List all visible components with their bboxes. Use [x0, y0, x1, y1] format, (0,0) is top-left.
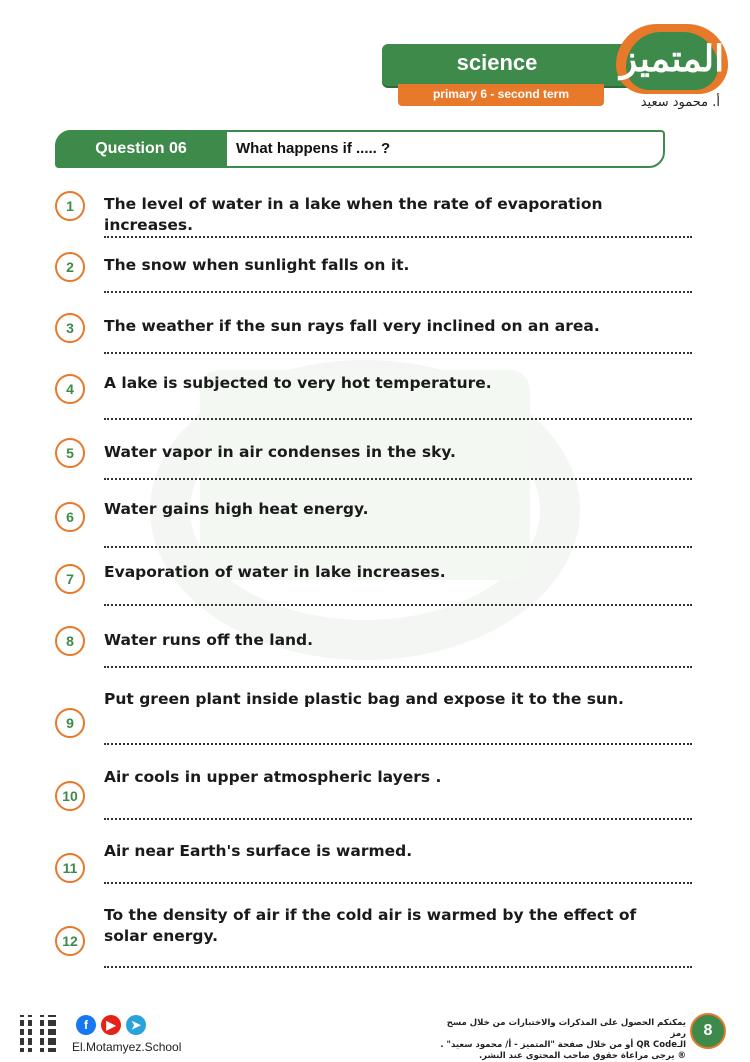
question-label: Question 06 [55, 130, 227, 168]
item-text: The level of water in a lake when the rate of evaporation increases. [104, 195, 603, 234]
school-name: El.Motamyez.School [72, 1040, 182, 1054]
logo: المتميز [604, 22, 734, 118]
telegram-icon[interactable]: ➤ [126, 1015, 146, 1035]
answer-line[interactable] [104, 818, 692, 820]
question-prompt: What happens if ..... ? [236, 140, 391, 157]
item-number: 10 [55, 781, 85, 811]
facebook-icon[interactable]: f [76, 1015, 96, 1035]
item-text: Air cools in upper atmospheric layers . [104, 768, 442, 786]
answer-line[interactable] [104, 291, 692, 293]
item-number: 11 [55, 853, 85, 883]
subject-title: science [456, 50, 538, 75]
teacher-name: أ. محمود سعيد [640, 95, 720, 110]
item-text: A lake is subjected to very hot temperature. [104, 374, 492, 392]
item-number: 7 [55, 564, 85, 594]
item-text: Water vapor in air condenses in the sky. [104, 443, 456, 461]
item-number: 6 [55, 502, 85, 532]
item-number: 12 [55, 926, 85, 956]
item-number: 3 [55, 313, 85, 343]
item-text: Water gains high heat energy. [104, 500, 369, 518]
item-text: The snow when sunlight falls on it. [104, 256, 410, 274]
item-number: 2 [55, 252, 85, 282]
answer-line[interactable] [104, 666, 692, 668]
answer-line[interactable] [104, 604, 692, 606]
item-text: To the density of air if the cold air is warmed by the effect of solar energy. [104, 906, 637, 945]
answer-line[interactable] [104, 478, 692, 480]
grade-term: primary 6 - second term [432, 87, 570, 101]
item-text: Evaporation of water in lake increases. [104, 563, 446, 581]
item-text: Put green plant inside plastic bag and expose it to the sun. [104, 690, 624, 708]
item-number: 5 [55, 438, 85, 468]
item-number: 4 [55, 374, 85, 404]
answer-line[interactable] [104, 236, 692, 238]
item-number: 1 [55, 191, 85, 221]
item-text: Water runs off the land. [104, 631, 314, 649]
answer-line[interactable] [104, 546, 692, 548]
item-number: 8 [55, 626, 85, 656]
item-text: Air near Earth's surface is warmed. [104, 842, 413, 860]
item-number: 9 [55, 708, 85, 738]
answer-line[interactable] [104, 966, 692, 968]
footer-note: يمكنكم الحصول على المذكرات والاختبارات من خلال مسح رمز الـQR Code أو من خلال صفحة "المتميز - أ/ محمود سعيد" . ® يرجى مراعاة حقوق صاحب المحتوى عند النشر. [440, 1018, 686, 1061]
answer-line[interactable] [104, 352, 692, 354]
page-number: 8 [690, 1013, 726, 1049]
answer-line[interactable] [104, 418, 692, 420]
youtube-icon[interactable]: ▶ [101, 1015, 121, 1035]
answer-line[interactable] [104, 743, 692, 745]
answer-line[interactable] [104, 882, 692, 884]
item-text: The weather if the sun rays fall very inclined on an area. [104, 317, 600, 335]
